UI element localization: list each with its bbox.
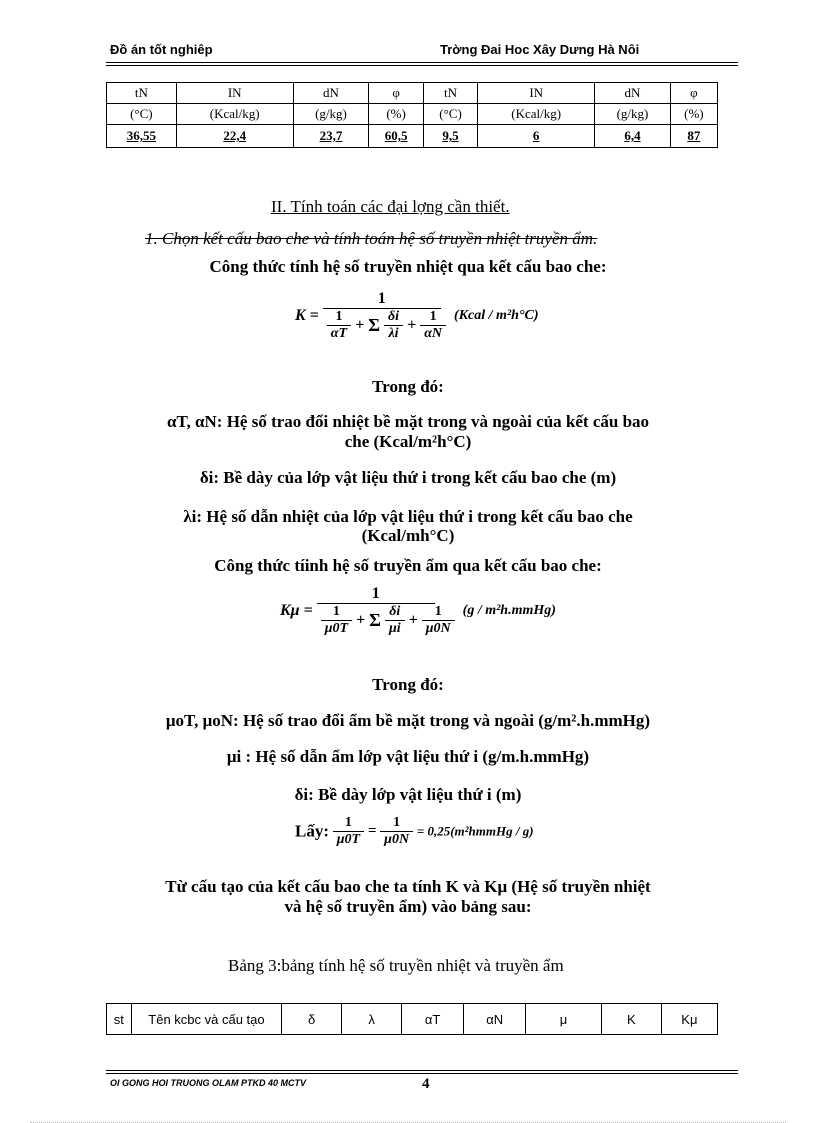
lay-frac-right: $\frac{1}{\mu 0N}$ xyxy=(380,815,413,848)
def-delta2: δi: Bề dày lớp vật liệu thứ i (m) xyxy=(294,785,522,804)
th-unit: (°C) xyxy=(107,104,177,125)
def-mu0: μoT, μoN: Hệ số trao đổi ẩm bề mặt trong và ngoài (g/m².h.mmHg) xyxy=(165,711,651,730)
th-phi-1: φ xyxy=(369,83,424,104)
inner-frac-1: $\frac{1}{\alpha T}$ xyxy=(327,309,351,342)
th-alphaT: αT xyxy=(402,1004,464,1035)
where-label-1: Trong đó: xyxy=(372,377,444,396)
th-unit: (g/kg) xyxy=(595,104,671,125)
inner-frac-2: $\frac{1}{\mu 0N}$ xyxy=(422,604,455,637)
header-rule xyxy=(106,62,738,63)
formula-lhs: Kμ = xyxy=(280,602,313,619)
th-unit: (Kcal/kg) xyxy=(176,104,293,125)
where-label-2: Trong đó: xyxy=(372,675,444,694)
def-mui: μi : Hệ số dẫn ẩm lớp vật liệu thứ i (g/m.h.mmHg) xyxy=(226,747,590,766)
th-unit: (%) xyxy=(670,104,717,125)
footer-left: OI GONG HOI TRUONG OLAM PTKD 40 MCTV xyxy=(110,1078,307,1088)
cell: 9,5 xyxy=(423,125,477,148)
th-IN-2: IN xyxy=(478,83,595,104)
formula-denominator: $\frac{1}{\alpha T}$ + Σ $\frac{\delta i}{\lambda i}$ + $\frac{1}{\alpha N}$ xyxy=(323,309,450,342)
lay-frac-left: $\frac{1}{\mu 0T}$ xyxy=(333,815,364,848)
table3-caption: Bảng 3:bảng tính hệ số truyền nhiệt và truyền ẩm xyxy=(228,956,564,975)
inner-frac-2: $\frac{1}{\alpha N}$ xyxy=(420,309,446,342)
th-unit: (Kcal/kg) xyxy=(478,104,595,125)
th-dN-1: dN xyxy=(293,83,369,104)
formula-fraction xyxy=(323,290,450,342)
formula-unit: (Kcal / m²h°C) xyxy=(454,308,539,323)
th-alphaN: αN xyxy=(464,1004,526,1035)
th-unit: (%) xyxy=(369,104,424,125)
formula-numerator: 1 xyxy=(323,290,441,309)
moist-formula-intro: Công thức tíinh hệ số truyền ẩm qua kết cấu bao che: xyxy=(214,556,602,575)
conclusion-line1: Từ cấu tạo của kết cấu bao che ta tính K và Kμ (Hệ số truyền nhiệt xyxy=(165,877,651,896)
cell: 87 xyxy=(670,125,717,148)
th-tN-2: tN xyxy=(423,83,477,104)
inner-frac-sum: $\frac{\delta i}{\mu i}$ xyxy=(385,604,405,637)
def-alpha-line1: αT, αN: Hệ số trao đổi nhiệt bề mặt trong và ngoài của kết cấu bao xyxy=(166,412,650,431)
footer-rule-2 xyxy=(106,1073,738,1074)
section-title: II. Tính toán các đại lợng cần thiết. xyxy=(271,197,510,216)
heat-transfer-formula xyxy=(295,290,539,342)
formula-numerator: 1 xyxy=(317,585,435,604)
formula-fraction xyxy=(317,585,459,637)
th-IN-1: IN xyxy=(176,83,293,104)
def-alpha-line2: che (Kcal/m²h°C) xyxy=(344,432,472,451)
moisture-transfer-formula xyxy=(280,585,556,637)
th-unit: (g/kg) xyxy=(293,104,369,125)
lay-label: Lấy: xyxy=(295,821,329,841)
th-Kmu: Kμ xyxy=(661,1004,717,1035)
climate-table xyxy=(106,82,718,148)
def-lambda-line2: (Kcal/mh°C) xyxy=(361,526,455,545)
header-rule-2 xyxy=(106,65,738,66)
subsection-title: 1. Chọn kết cấu bao che và tính toán hệ số truyền nhiệt truyền ẩm. xyxy=(145,229,598,248)
footer-rule xyxy=(106,1070,738,1071)
conclusion-line2: và hệ số truyền ẩm) vào bảng sau: xyxy=(284,897,532,916)
th-lambda: λ xyxy=(342,1004,402,1035)
cell: 36,55 xyxy=(107,125,177,148)
lay-formula: Lấy: $\frac{1}{\mu 0T}$ = $\frac{1}{\mu 0N}$ = 0,25(m²hmmHg / g) xyxy=(295,815,534,847)
lay-result: = 0,25(m²hmmHg / g) xyxy=(416,823,534,839)
cell: 60,5 xyxy=(369,125,424,148)
formula-denominator: $\frac{1}{\mu 0T}$ + Σ $\frac{\delta i}{\mu i}$ + $\frac{1}{\mu 0N}$ xyxy=(317,604,459,637)
formula-lhs: K = xyxy=(295,307,319,324)
heat-formula-intro: Công thức tính hệ số truyền nhiệt qua kết cấu bao che: xyxy=(209,257,607,276)
th-phi-2: φ xyxy=(670,83,717,104)
inner-frac-1: $\frac{1}{\mu 0T}$ xyxy=(321,604,352,637)
th-unit: (°C) xyxy=(423,104,477,125)
def-delta: δi: Bề dày của lớp vật liệu thứ i trong kết cấu bao che (m) xyxy=(199,468,617,487)
th-mu: μ xyxy=(526,1004,602,1035)
cell: 22,4 xyxy=(176,125,293,148)
cell: 6,4 xyxy=(595,125,671,148)
th-name: Tên kcbc và cấu tạo xyxy=(131,1004,281,1035)
header-right: Trờng Đai Hoc Xây Dưng Hà Nôi xyxy=(440,42,640,57)
th-dN-2: dN xyxy=(595,83,671,104)
def-lambda-line1: λi: Hệ số dẫn nhiệt của lớp vật liệu thứ i trong kết cấu bao che xyxy=(183,507,633,526)
th-delta: δ xyxy=(282,1004,342,1035)
th-K: K xyxy=(601,1004,661,1035)
heat-moisture-table xyxy=(106,1003,718,1035)
th-tN-1: tN xyxy=(107,83,177,104)
page-number: 4 xyxy=(422,1076,430,1092)
inner-frac-sum: $\frac{\delta i}{\lambda i}$ xyxy=(384,309,403,342)
header-left: Đồ án tốt nghiêp xyxy=(110,42,213,57)
cell: 23,7 xyxy=(293,125,369,148)
cell: 6 xyxy=(478,125,595,148)
th-stt: st xyxy=(107,1004,132,1035)
formula-unit: (g / m²h.mmHg) xyxy=(462,603,556,618)
